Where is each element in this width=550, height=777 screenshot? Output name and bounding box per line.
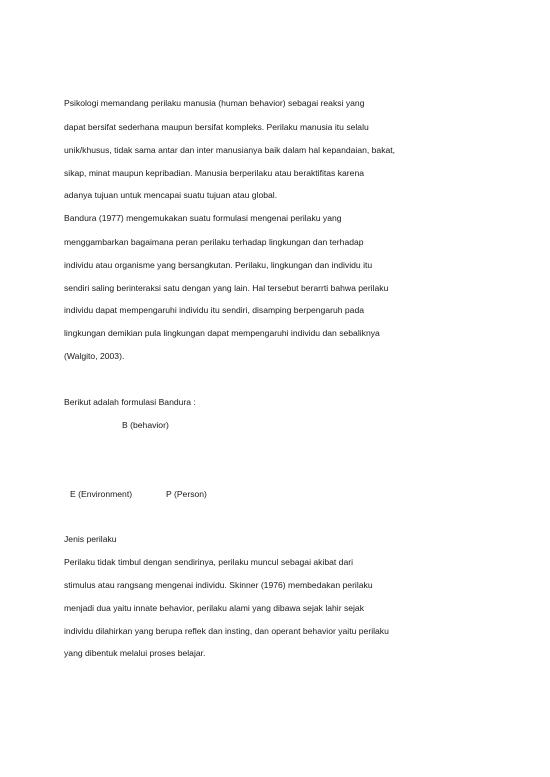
section-heading: Jenis perilaku (64, 534, 117, 544)
paragraph-line: adanya tujuan untuk mencapai suatu tujuan atau global. (64, 190, 278, 200)
formula-environment-label: E (Environment) (70, 489, 133, 499)
paragraph-line: dapat bersifat sederhana maupun bersifat kompleks. Perilaku manusia itu selalu (64, 122, 369, 132)
paragraph-line: yang dibentuk melalui proses belajar. (64, 648, 206, 658)
paragraph-line: (Walgito, 2003). (64, 351, 125, 361)
paragraph-line: sikap, minat maupun kepribadian. Manusia berperilaku atau beraktifitas karena (64, 168, 364, 178)
formula-behavior-label: B (behavior) (122, 420, 169, 430)
paragraph-line: Bandura (1977) mengemukakan suatu formulasi mengenai perilaku yang (64, 213, 342, 223)
paragraph-line: lingkungan demikian pula lingkungan dapat mempengaruhi individu dan sebaliknya (64, 328, 380, 338)
paragraph-line: stimulus atau rangsang mengenai individu. Skinner (1976) membedakan perilaku (64, 580, 373, 590)
paragraph-line: individu atau organisme yang bersangkutan. Perilaku, lingkungan dan individu itu (64, 260, 373, 270)
paragraph-line: menggambarkan bagaimana peran perilaku terhadap lingkungan dan terhadap (64, 237, 364, 247)
paragraph-line: menjadi dua yaitu innate behavior, perilaku alami yang dibawa sejak lahir sejak (64, 603, 365, 613)
paragraph-line: unik/khusus, tidak sama antar dan inter manusianya baik dalam hal kepandaian, bakat, (64, 145, 396, 155)
paragraph-line: Psikologi memandang perilaku manusia (human behavior) sebagai reaksi yang (64, 98, 365, 108)
paragraph-line: individu dilahirkan yang berupa reflek dan insting, dan operant behavior yaitu perilaku (64, 626, 389, 636)
paragraph-line: individu dapat mempengaruhi individu itu sendiri, disamping berpengaruh pada (64, 305, 365, 315)
formula-person-label: P (Person) (166, 489, 207, 499)
paragraph-line: Perilaku tidak timbul dengan sendirinya, perilaku muncul sebagai akibat dari (64, 557, 354, 567)
formula-intro: Berikut adalah formulasi Bandura : (64, 397, 196, 407)
paragraph-line: sendiri saling berinteraksi satu dengan yang lain. Hal tersebut berarrti bahwa perilaku (64, 283, 389, 293)
